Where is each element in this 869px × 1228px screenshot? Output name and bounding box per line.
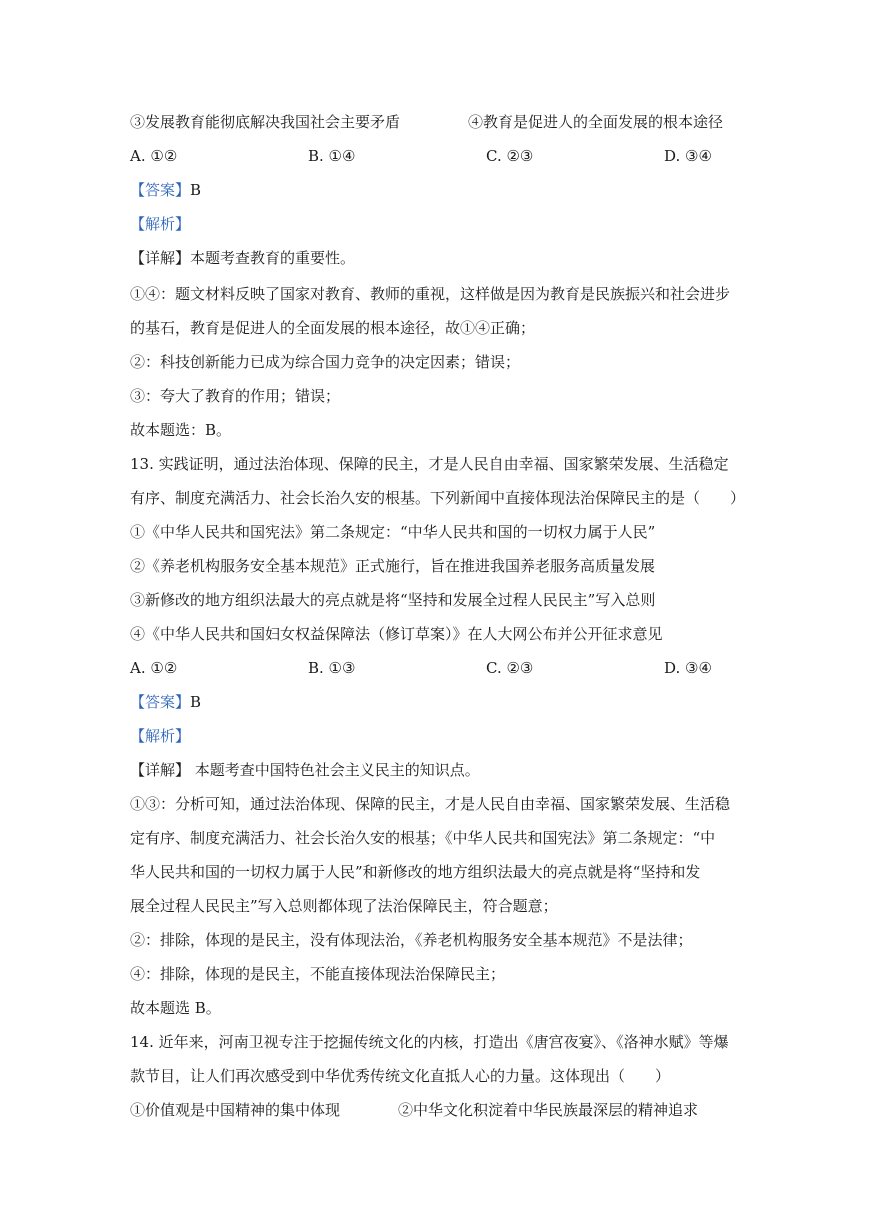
detail-text: 本题考查教育的重要性。: [190, 249, 356, 267]
q13-analysis-label: 【解析】: [130, 727, 191, 745]
q13-answer: [130, 692, 201, 712]
q14-item-2: ②中华文化积淀着中华民族最深层的精神追求: [398, 1101, 699, 1119]
q12-item-3: ③发展教育能彻底解决我国社会主要矛盾: [130, 113, 401, 131]
q14-stem-line: 款节目，让人们再次感受到中华优秀传统文化直抵人心的力量。这体现出（ ）: [130, 1067, 671, 1085]
q13-explanation-line: 华人民共和国的一切权力属于人民”和新修改的地方组织法最大的亮点就是将“坚持和发: [130, 863, 701, 881]
q13-option-c: C. ②③: [486, 659, 534, 677]
q12-answer: [130, 180, 201, 200]
q12-explanation-line: 的基石，教育是促进人的全面发展的根本途径，故①④正确；: [130, 319, 536, 337]
q14-item-1: ①价值观是中国精神的集中体现: [130, 1101, 341, 1119]
q12-conclusion: 故本题选：B。: [130, 421, 232, 439]
q12-explanation-line: ③：夸大了教育的作用；错误；: [130, 387, 341, 405]
q13-item-4: ④《中华人民共和国妇女权益保障法（修订草案）》在人大网公布并公开征求意见: [130, 625, 663, 643]
q12-explanation-line: ②：科技创新能力已成为综合国力竞争的决定因素；错误；: [130, 353, 521, 371]
answer-value: B: [190, 693, 202, 711]
q13-explanation-line: ②：排除，体现的是民主，没有体现法治，《养老机构服务安全基本规范》不是法律；: [130, 931, 693, 949]
answer-label: 【答案】: [130, 693, 191, 711]
answer-value: B: [190, 181, 202, 199]
q13-option-d: D. ③④: [664, 659, 712, 677]
q12-option-c: C. ②③: [486, 147, 534, 165]
q12-option-b: B. ①④: [308, 147, 356, 165]
q12-explanation-line: ①④：题文材料反映了国家对教育、教师的重视，这样做是因为教育是民族振兴和社会进步: [130, 285, 731, 303]
q12-detail: [130, 248, 355, 268]
q12-option-d: D. ③④: [664, 147, 712, 165]
detail-label: 【详解】: [130, 761, 191, 779]
q13-item-2: ②《养老机构服务安全基本规范》正式施行，旨在推进我国养老服务高质量发展: [130, 557, 656, 575]
q13-explanation-line: 展全过程人民民主”写入总则都体现了法治保障民主，符合题意；: [130, 897, 558, 915]
q13-explanation-line: 定有序、制度充满活力、社会长治久安的根基；《中华人民共和国宪法》第二条规定：“中: [130, 829, 716, 847]
q13-detail: [130, 760, 480, 780]
q13-conclusion: 故本题选 B。: [130, 999, 221, 1017]
q12-option-a: A. ①②: [130, 147, 178, 165]
q13-item-1: ①《中华人民共和国宪法》第二条规定：“中华人民共和国的一切权力属于人民”: [130, 523, 656, 541]
q12-item-4: ④教育是促进人的全面发展的根本途径: [468, 113, 724, 131]
q13-stem-line: 有序、制度充满活力、社会长治久安的根基。下列新闻中直接体现法治保障民主的是（ ）: [130, 489, 746, 507]
q13-explanation-line: ①③：分析可知，通过法治体现、保障的民主，才是人民自由幸福、国家繁荣发展、生活稳: [130, 795, 731, 813]
q13-option-a: A. ①②: [130, 659, 178, 677]
answer-label: 【答案】: [130, 181, 191, 199]
q12-analysis-label: 【解析】: [130, 215, 191, 233]
q13-option-b: B. ①③: [308, 659, 356, 677]
detail-text: 本题考查中国特色社会主义民主的知识点。: [190, 761, 480, 779]
q13-stem-line: 13. 实践证明，通过法治体现、保障的民主，才是人民自由幸福、国家繁荣发展、生活稳定: [130, 455, 729, 473]
detail-label: 【详解】: [130, 249, 191, 267]
q13-explanation-line: ④：排除，体现的是民主，不能直接体现法治保障民主；: [130, 965, 506, 983]
q14-stem-line: 14. 近年来，河南卫视专注于挖掘传统文化的内核，打造出《唐宫夜宴》、《洛神水赋》等爆: [130, 1033, 729, 1051]
q13-item-3: ③新修改的地方组织法最大的亮点就是将“坚持和发展全过程人民民主”写入总则: [130, 591, 656, 609]
